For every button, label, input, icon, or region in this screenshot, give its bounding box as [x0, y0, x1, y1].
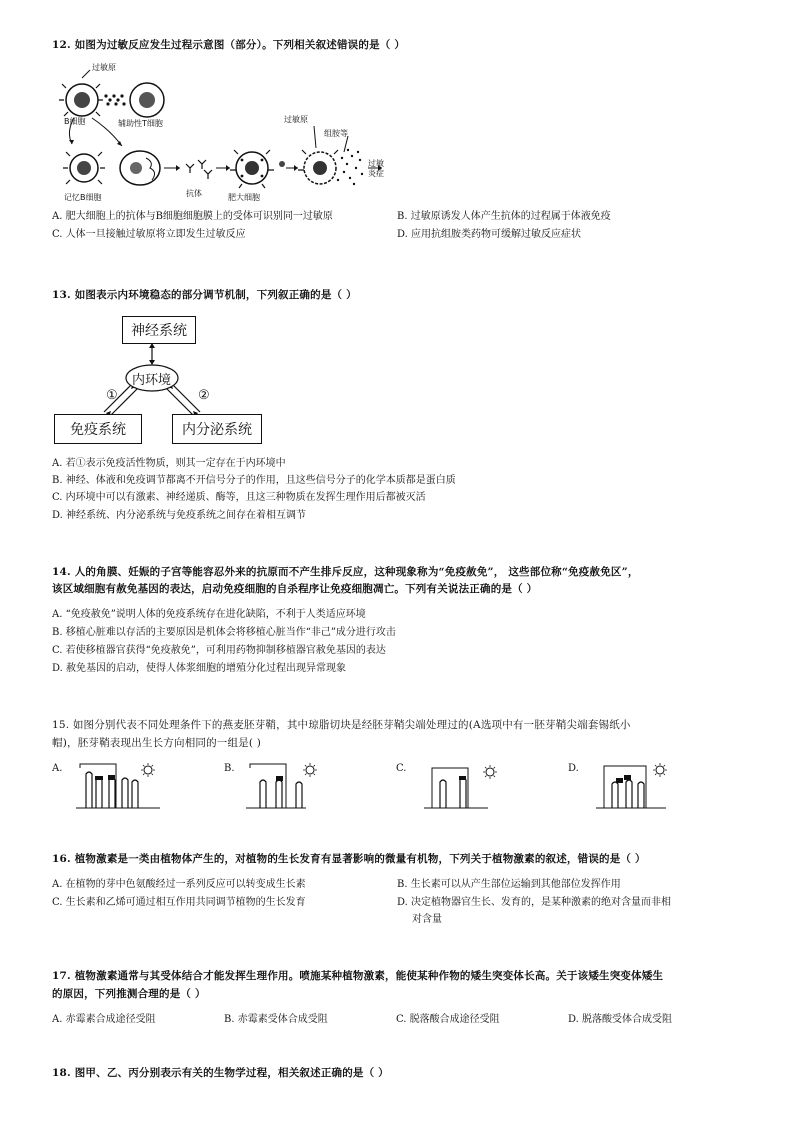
- immune-system-box: 免疫系统: [54, 414, 142, 444]
- q14-title-line2: 该区域细胞有赦免基因的表达，启动免疫细胞的自杀程序让免疫细胞凋亡。下列有关说法正确的是（ ）: [52, 583, 538, 595]
- endocrine-system-box: 内分泌系统: [172, 414, 262, 444]
- q15-option-b[interactable]: B.: [224, 763, 235, 774]
- mark-2: ②: [198, 388, 210, 403]
- q17-option-d[interactable]: D. 脱落酸受体合成受阻: [568, 1014, 673, 1025]
- q16-option-c[interactable]: C. 生长素和乙烯可通过相互作用共同调节植物的生长发育: [52, 897, 306, 908]
- q17-title-line1: 17. 植物激素通常与其受体结合才能发挥生理作用。喷施某种植物激素，能使某种作物的矮生突变体长高。关于该矮生突变体矮生: [52, 970, 664, 982]
- q18-title: 18. 图甲、乙、丙分别表示有关的生物学过程，相关叙述正确的是（ ）: [52, 1067, 389, 1079]
- antibody-icons: [186, 160, 212, 179]
- label-antibody: 抗体: [186, 189, 202, 198]
- nervous-system-box: 神经系统: [122, 316, 196, 344]
- q13-figure: [52, 312, 272, 446]
- label-mast-cell: 肥大细胞: [228, 193, 260, 202]
- q13-option-c[interactable]: C. 内环境中可以有激素、神经递质、酶等，且这三种物质在发挥生理作用后都被灭活: [52, 492, 426, 503]
- label-allergy-2: 炎症: [368, 169, 384, 178]
- q13-option-a[interactable]: A. 若①表示免疫活性物质，则其一定存在于内环境中: [52, 458, 286, 469]
- q13-option-b[interactable]: B. 神经、体液和免疫调节都离不开信号分子的作用，且这些信号分子的化学本质都是蛋白质: [52, 475, 456, 486]
- label-helper-t: 辅助性T细胞: [118, 119, 163, 128]
- q15-option-c[interactable]: C.: [396, 763, 407, 774]
- label-allergy-1: 过敏: [368, 159, 384, 168]
- helper-t-cell-icon: [130, 83, 164, 117]
- label-histamine: 组胺等: [324, 129, 348, 138]
- q16-option-a[interactable]: A. 在植物的芽中色氨酸经过一系列反应可以转变成生长素: [52, 879, 306, 890]
- b-cell-icon: [59, 84, 103, 116]
- q15-figure-d: [590, 762, 700, 812]
- q17-option-c[interactable]: C. 脱落酸合成途径受阻: [396, 1014, 500, 1025]
- q17-option-b[interactable]: B. 赤霉素受体合成受阻: [224, 1014, 328, 1025]
- q14-option-b[interactable]: B. 移植心脏难以存活的主要原因是机体会将移植心脏当作“非己”成分进行攻击: [52, 627, 396, 638]
- degranulating-cell-icon: [298, 150, 338, 184]
- q12-option-a[interactable]: A. 肥大细胞上的抗体与B细胞细胞膜上的受体可识别同一过敏原: [52, 211, 333, 222]
- q14-title-line1: 14. 人的角膜、妊娠的子宫等能容忍外来的抗原而不产生排斥反应，这种现象称为“免疫赦免”， 这些部位称“免疫赦免区”，: [52, 566, 639, 578]
- q12-option-c[interactable]: C. 人体一旦接触过敏原将立即发生过敏反应: [52, 229, 246, 240]
- allergen-dot: [279, 161, 285, 167]
- q16-title: 16. 植物激素是一类由植物体产生的，对植物的生长发育有显著影响的微量有机物，下列关于植物激素的叙述，错误的是（ ）: [52, 853, 646, 865]
- q16-option-d-line1[interactable]: D. 决定植物器官生长、发育的，是某种激素的绝对含量而非相: [397, 897, 672, 908]
- memory-b-cell-icon: [63, 152, 105, 184]
- q15-figure-c: [418, 762, 518, 812]
- q15-title-line2: 帽)，胚芽鞘表现出生长方向相同的一组是( ): [52, 737, 262, 749]
- label-b-cell: B细胞: [64, 117, 86, 126]
- q15-figure-a: [76, 762, 186, 812]
- label-memory-b: 记忆B细胞: [64, 193, 102, 202]
- label-allergen-top: 过敏原: [92, 63, 116, 72]
- q17-title-line2: 的原因，下列推测合理的是（ ）: [52, 988, 206, 1000]
- label-allergen-right: 过敏原: [284, 115, 308, 124]
- q17-option-a[interactable]: A. 赤霉素合成途径受阻: [52, 1014, 156, 1025]
- q15-figure-b: [246, 762, 346, 812]
- allergy-process-diagram: [52, 60, 412, 210]
- q14-option-d[interactable]: D. 赦免基因的启动，使得人体浆细胞的增殖分化过程出现异常现象: [52, 663, 347, 674]
- histamine-granules: [337, 149, 363, 185]
- q15-option-d[interactable]: D.: [568, 763, 579, 774]
- q12-title: 12. 如图为过敏反应发生过程示意图（部分）。下列相关叙述错误的是（ ）: [52, 39, 406, 51]
- internal-environment-label: 内环境: [132, 373, 172, 388]
- q13-title: 13. 如图表示内环境稳态的部分调节机制，下列叙正确的是（ ）: [52, 289, 357, 301]
- q15-title-line1: 15. 如图分别代表不同处理条件下的燕麦胚芽鞘，其中琼脂切块是经胚芽鞘尖端处理过的(A选项中有一胚芽鞘尖端套锡纸小: [52, 719, 631, 731]
- mark-1: ①: [106, 388, 118, 403]
- q16-option-b[interactable]: B. 生长素可以从产生部位运输到其他部位发挥作用: [397, 879, 621, 890]
- q12-figure: [52, 60, 412, 210]
- antigen-dots: [104, 94, 125, 105]
- q12-option-d[interactable]: D. 应用抗组胺类药物可缓解过敏反应症状: [397, 229, 582, 240]
- q16-option-d-line2[interactable]: 对含量: [412, 914, 442, 925]
- q15-option-a[interactable]: A.: [52, 763, 63, 774]
- allergen-pointer-line: [82, 70, 90, 78]
- q14-option-c[interactable]: C. 若使移植器官获得“免疫赦免”，可利用药物抑制移植器官赦免基因的表达: [52, 645, 386, 656]
- mast-cell-icon: [230, 150, 274, 188]
- q12-option-b[interactable]: B. 过敏原诱发人体产生抗体的过程属于体液免疫: [397, 211, 611, 222]
- q14-option-a[interactable]: A. “免疫赦免”说明人体的免疫系统存在进化缺陷，不利于人类适应环境: [52, 609, 366, 620]
- plasma-cell-icon: [120, 151, 160, 185]
- q13-option-d[interactable]: D. 神经系统、内分泌系统与免疫系统之间存在着相互调节: [52, 510, 307, 521]
